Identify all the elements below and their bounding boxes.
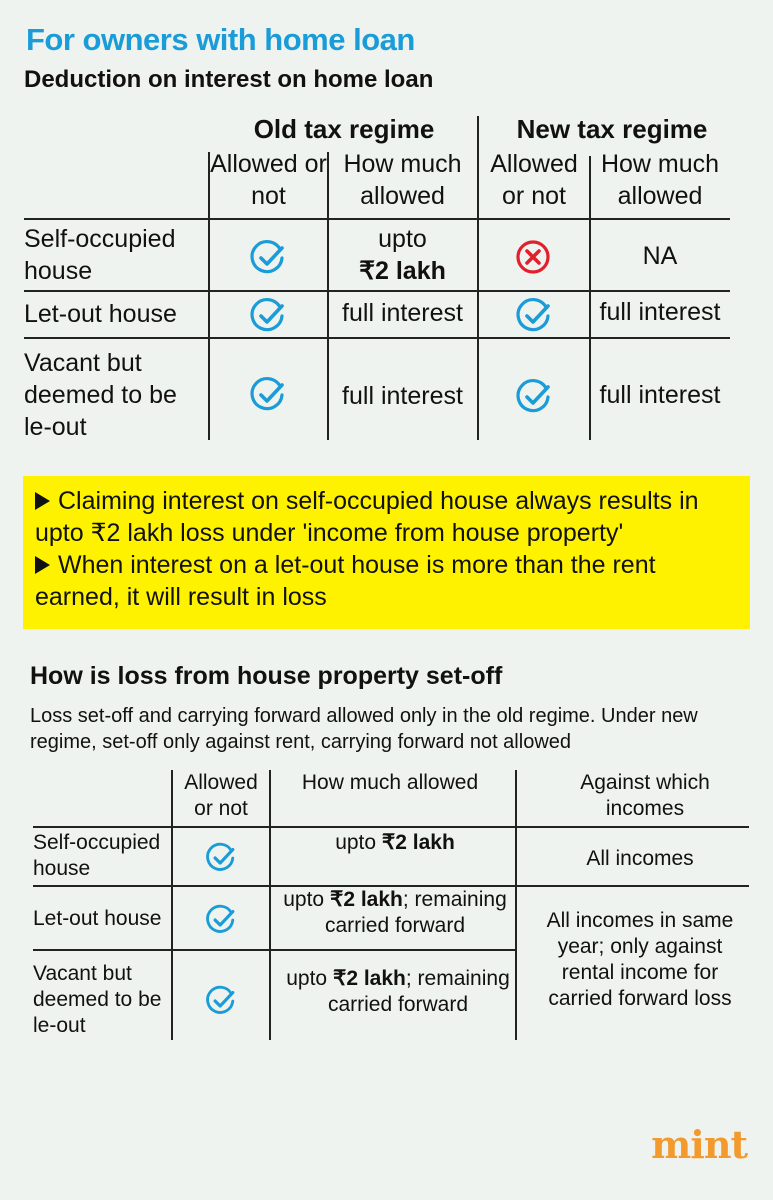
section-intro: Loss set-off and carrying forward allowed only in the old regime. Under new regime, set-off only against rent, carrying forward not allowed	[30, 705, 698, 753]
table-divider	[208, 152, 210, 440]
check-icon	[205, 985, 237, 1017]
table-divider	[327, 152, 329, 440]
against-let-out-vacant: All incomes in same year; only against rental income for carried forward loss	[546, 909, 734, 1010]
check-icon	[249, 239, 287, 277]
against-header: Against which incomes	[580, 771, 710, 820]
check-icon	[205, 904, 237, 936]
allowed-header: Allowed or not	[184, 771, 258, 820]
page-title: For owners with home loan	[26, 22, 415, 57]
row-label-vacant: Vacant but deemed to be le-out	[24, 349, 177, 441]
new-how-much-self-occupied: NA	[642, 242, 678, 270]
table-divider	[33, 885, 749, 887]
mint-logo: mint	[651, 1122, 747, 1167]
new-allowed-header: Allowed or not	[490, 150, 578, 210]
row-label-self-occupied: Self-occupied house	[33, 831, 161, 880]
check-icon	[515, 378, 553, 416]
old-regime-header: Old tax regime	[253, 114, 435, 144]
cross-icon	[515, 239, 551, 275]
new-how-much-header: How much allowed	[600, 150, 720, 210]
old-allowed-header: Allowed or not	[210, 150, 327, 210]
bullet-arrow-icon	[35, 492, 50, 510]
section-subtitle: Deduction on interest on home loan	[24, 66, 434, 93]
old-how-much-vacant: full interest	[342, 382, 463, 410]
table-divider	[269, 770, 271, 1040]
note-item: When interest on a let-out house is more than the rent earned, it will result in loss	[35, 551, 656, 611]
table-divider	[589, 156, 591, 440]
new-how-much-vacant: full interest	[599, 381, 721, 409]
note-item: Claiming interest on self-occupied house always results in upto ₹2 lakh loss under 'income from house property'	[35, 487, 699, 547]
table-divider	[33, 826, 749, 828]
how-much-let-out: upto ₹2 lakh; remaining carried forward	[283, 888, 507, 937]
row-label-let-out: Let-out house	[24, 300, 177, 328]
table-divider	[33, 949, 516, 951]
table-divider	[24, 218, 730, 220]
check-icon	[249, 297, 287, 335]
table-divider	[515, 770, 517, 1040]
section-heading: How is loss from house property set-off	[30, 662, 503, 690]
row-label-self-occupied: Self-occupied house	[24, 225, 176, 285]
against-self-occupied: All incomes	[586, 847, 694, 870]
how-much-header: How much allowed	[301, 771, 479, 794]
old-how-much-self-occupied: upto ₹2 lakh	[359, 225, 446, 285]
new-how-much-let-out: full interest	[599, 298, 721, 326]
new-regime-header: New tax regime	[516, 114, 708, 144]
old-how-much-header: How much allowed	[343, 150, 462, 210]
check-icon	[205, 842, 237, 874]
bullet-arrow-icon	[35, 556, 50, 574]
old-how-much-let-out: full interest	[342, 299, 463, 327]
how-much-vacant: upto ₹2 lakh; remaining carried forward	[286, 967, 510, 1016]
table-divider	[24, 337, 730, 339]
table-divider	[171, 770, 173, 1040]
check-icon	[515, 297, 553, 335]
row-label-let-out: Let-out house	[33, 907, 162, 930]
table-divider	[24, 290, 730, 292]
row-label-vacant: Vacant but deemed to be le-out	[33, 962, 162, 1037]
check-icon	[249, 376, 287, 414]
how-much-self-occupied: upto ₹2 lakh	[335, 831, 455, 854]
table-divider	[477, 116, 479, 440]
